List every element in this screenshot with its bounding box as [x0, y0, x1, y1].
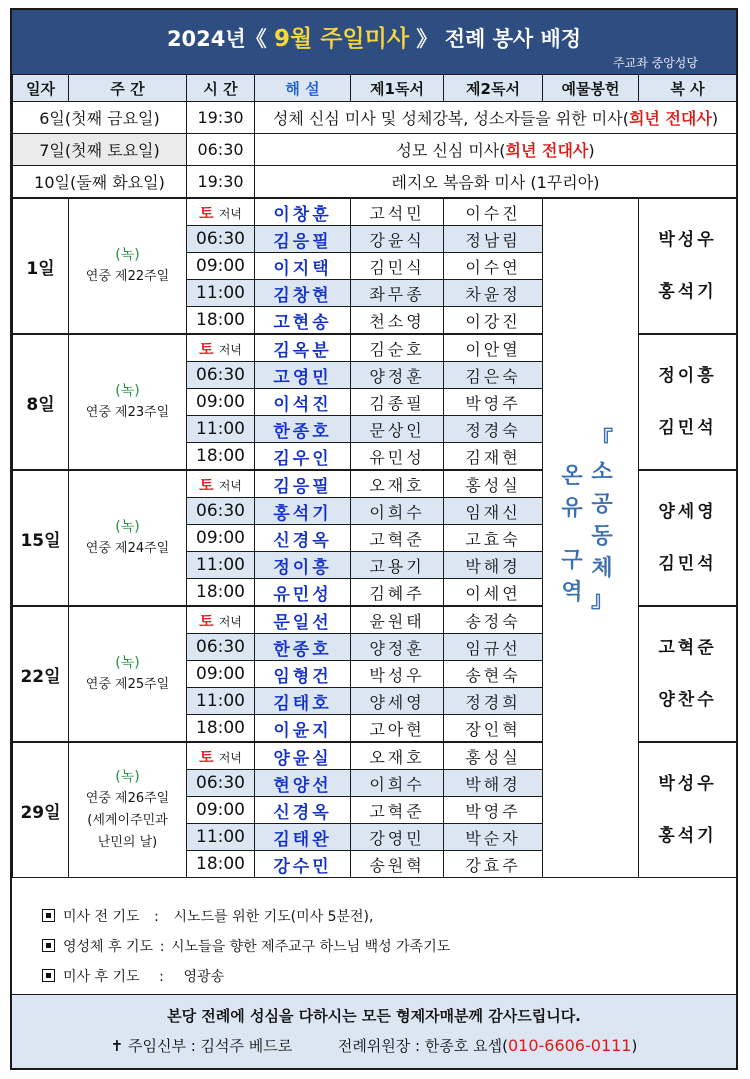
mass-time: 06:30 [187, 226, 255, 253]
altar-servers: 박성우 홍석기 [639, 198, 737, 334]
reader-1: 고혁준 [351, 525, 444, 552]
commentator: 홍석기 [255, 498, 351, 525]
reader-1: 김순호 [351, 334, 444, 362]
col-offering: 예물봉헌 [543, 75, 639, 102]
offering-group-title: 『 소 공 동 체 』 [590, 428, 613, 613]
commentator: 이석진 [255, 389, 351, 416]
liturgical-color: (녹) [115, 383, 140, 399]
liturgical-color: (녹) [115, 769, 140, 785]
mass-time: 토 저녁 [187, 470, 255, 498]
reader-2: 정남림 [444, 226, 543, 253]
mass-time: 11:00 [187, 688, 255, 715]
reader-1: 천소영 [351, 307, 444, 335]
title-open-bracket: 《 [245, 27, 267, 51]
reader-1: 고용기 [351, 552, 444, 579]
commentator: 한종호 [255, 634, 351, 661]
mass-time: 06:30 [187, 770, 255, 797]
reader-1: 강윤식 [351, 226, 444, 253]
mass-time: 토 저녁 [187, 334, 255, 362]
reader-2: 박순자 [444, 824, 543, 851]
commentator: 고영민 [255, 362, 351, 389]
mass-time: 18:00 [187, 307, 255, 335]
reader-2: 송정숙 [444, 606, 543, 634]
reader-1: 오재호 [351, 742, 444, 770]
title-year: 2024년 [166, 27, 246, 51]
week-title: 연중 제23주일 [85, 405, 170, 420]
parish-name: 주교좌 중앙성당 [613, 56, 698, 70]
reader-2: 이강진 [444, 307, 543, 335]
week-day: 8일 [13, 334, 69, 470]
week-title: 연중 제26주일 [85, 791, 170, 806]
reader-1: 고혁준 [351, 797, 444, 824]
reader-2: 홍성실 [444, 470, 543, 498]
liturgical-color: (녹) [115, 655, 140, 671]
reader-1: 강영민 [351, 824, 444, 851]
week-day: 15일 [13, 470, 69, 606]
reader-2: 차윤정 [444, 280, 543, 307]
title-close-bracket: 》 [416, 27, 438, 51]
commentator: 강수민 [255, 851, 351, 878]
reader-1: 양정훈 [351, 634, 444, 661]
reader-1: 박성우 [351, 661, 444, 688]
mass-time: 18:00 [187, 851, 255, 878]
altar-servers: 고혁준 양찬수 [639, 606, 737, 742]
event-time: 19:30 [187, 166, 255, 199]
contact-line: ✝ 주임신부 : 김석주 베드로 전례위원장 : 한종호 요셉(010-6606-0111) [110, 1036, 638, 1055]
mass-time: 09:00 [187, 389, 255, 416]
note-item: 영성체 후 기도 : 시노들을 향한 제주교구 하느님 백성 가족기도 [42, 936, 450, 956]
reader-2: 송현숙 [444, 661, 543, 688]
event-time: 19:30 [187, 102, 255, 134]
reader-2: 박해경 [444, 770, 543, 797]
event-date: 10일(둘째 화요일) [13, 166, 187, 199]
col-date: 일자 [13, 75, 69, 102]
mass-time: 06:30 [187, 634, 255, 661]
week-day: 1일 [13, 198, 69, 334]
mass-time: 06:30 [187, 498, 255, 525]
col-servers: 복 사 [639, 75, 737, 102]
mass-time: 토 저녁 [187, 606, 255, 634]
commentator: 김창현 [255, 280, 351, 307]
reader-1: 오재호 [351, 470, 444, 498]
reader-2: 고효숙 [444, 525, 543, 552]
reader-1: 문상인 [351, 416, 444, 443]
reader-2: 이안열 [444, 334, 543, 362]
commentator: 김태호 [255, 688, 351, 715]
event-date: 7일(첫째 토요일) [13, 134, 187, 166]
reader-2: 김재현 [444, 443, 543, 471]
reader-2: 임재신 [444, 498, 543, 525]
event-date: 6일(첫째 금요일) [13, 102, 187, 134]
commentator: 이윤지 [255, 715, 351, 743]
reader-2: 박영주 [444, 797, 543, 824]
commentator: 김응필 [255, 470, 351, 498]
reader-2: 이수진 [444, 198, 543, 226]
reader-2: 이세연 [444, 579, 543, 607]
liturgical-color: (녹) [115, 247, 140, 263]
page-border [10, 8, 738, 1070]
reader-2: 강효주 [444, 851, 543, 878]
event-desc: 성체 신심 미사 및 성체강복, 성소자들을 위한 미사(희년 전대사) [255, 102, 737, 134]
reader-1: 김민식 [351, 253, 444, 280]
reader-1: 양세영 [351, 688, 444, 715]
commentator: 김옥분 [255, 334, 351, 362]
cross-icon: ✝ [110, 1037, 124, 1055]
reader-1: 좌무종 [351, 280, 444, 307]
title-rest: 전례 봉사 배정 [444, 27, 582, 51]
mass-time: 토 저녁 [187, 742, 255, 770]
reader-1: 김혜주 [351, 579, 444, 607]
reader-2: 박해경 [444, 552, 543, 579]
week-title: 연중 제22주일 [85, 269, 170, 284]
commentator: 신경옥 [255, 797, 351, 824]
week-title: 연중 제24주일 [85, 541, 170, 556]
week-day: 22일 [13, 606, 69, 742]
mass-time: 06:30 [187, 362, 255, 389]
commentator: 유민성 [255, 579, 351, 607]
event-time: 06:30 [187, 134, 255, 166]
thanks-message: 본당 전례에 성심을 다하시는 모든 형제자매분께 감사드립니다. [167, 1007, 581, 1025]
pastor-name: 주임신부 : 김석주 베드로 [128, 1037, 293, 1055]
week-title: 연중 제25주일 [85, 677, 170, 692]
week-name: (녹) 연중 제26주일 (세계이주민과 난민의 날) [69, 742, 187, 878]
mass-time: 11:00 [187, 824, 255, 851]
reader-1: 윤원태 [351, 606, 444, 634]
altar-servers: 박성우 홍석기 [639, 742, 737, 878]
mass-time: 09:00 [187, 661, 255, 688]
commentator: 고현송 [255, 307, 351, 335]
reader-1: 고아현 [351, 715, 444, 743]
commentator: 문일선 [255, 606, 351, 634]
event-desc: 성모 신심 미사(희년 전대사) [255, 134, 737, 166]
reader-2: 정경숙 [444, 416, 543, 443]
event-desc: 레지오 복음화 미사 (1꾸리아) [255, 166, 737, 199]
commentator: 김응필 [255, 226, 351, 253]
commentator: 이창훈 [255, 198, 351, 226]
commentator: 정이흥 [255, 552, 351, 579]
reader-1: 이희수 [351, 498, 444, 525]
commentator: 신경옥 [255, 525, 351, 552]
mass-time: 09:00 [187, 525, 255, 552]
col-time: 시 간 [187, 75, 255, 102]
mass-time: 18:00 [187, 443, 255, 471]
reader-2: 홍성실 [444, 742, 543, 770]
mass-time: 11:00 [187, 552, 255, 579]
mass-time: 11:00 [187, 416, 255, 443]
reader-1: 고석민 [351, 198, 444, 226]
mass-time: 09:00 [187, 253, 255, 280]
commentator: 임형건 [255, 661, 351, 688]
commentator: 김우인 [255, 443, 351, 471]
reader-1: 이희수 [351, 770, 444, 797]
col-reading1: 제1독서 [351, 75, 444, 102]
note-item: 미사 후 기도 : 영광송 [42, 966, 224, 986]
col-reading2: 제2독서 [444, 75, 543, 102]
reader-1: 양정훈 [351, 362, 444, 389]
reader-1: 송원혁 [351, 851, 444, 878]
note-item: 미사 전 기도 : 시노드를 위한 기도(미사 5분전), [42, 906, 373, 926]
phone-number: 010-6606-0111 [507, 1036, 632, 1055]
col-commentator: 해 설 [255, 75, 351, 102]
reader-1: 김종필 [351, 389, 444, 416]
chair-name: 전례위원장 : 한종호 요셉( [337, 1037, 508, 1055]
commentator: 한종호 [255, 416, 351, 443]
mass-time: 11:00 [187, 280, 255, 307]
commentator: 양윤실 [255, 742, 351, 770]
commentator: 이지택 [255, 253, 351, 280]
mass-time: 18:00 [187, 579, 255, 607]
altar-servers: 양세영 김민석 [639, 470, 737, 606]
commentator: 현양선 [255, 770, 351, 797]
reader-2: 김은숙 [444, 362, 543, 389]
reader-2: 박영주 [444, 389, 543, 416]
altar-servers: 정이흥 김민석 [639, 334, 737, 470]
mass-time: 18:00 [187, 715, 255, 743]
week-day: 29일 [13, 742, 69, 878]
col-week: 주 간 [69, 75, 187, 102]
liturgical-color: (녹) [115, 519, 140, 535]
reader-2: 임규선 [444, 634, 543, 661]
mass-time: 09:00 [187, 797, 255, 824]
mass-time: 토 저녁 [187, 198, 255, 226]
offering-group-name: 온 유 구 역 [561, 464, 583, 605]
title-month: 9월 주일미사 [273, 26, 410, 52]
commentator: 김태완 [255, 824, 351, 851]
reader-2: 이수연 [444, 253, 543, 280]
reader-2: 장인혁 [444, 715, 543, 743]
reader-2: 정경희 [444, 688, 543, 715]
reader-1: 유민성 [351, 443, 444, 471]
